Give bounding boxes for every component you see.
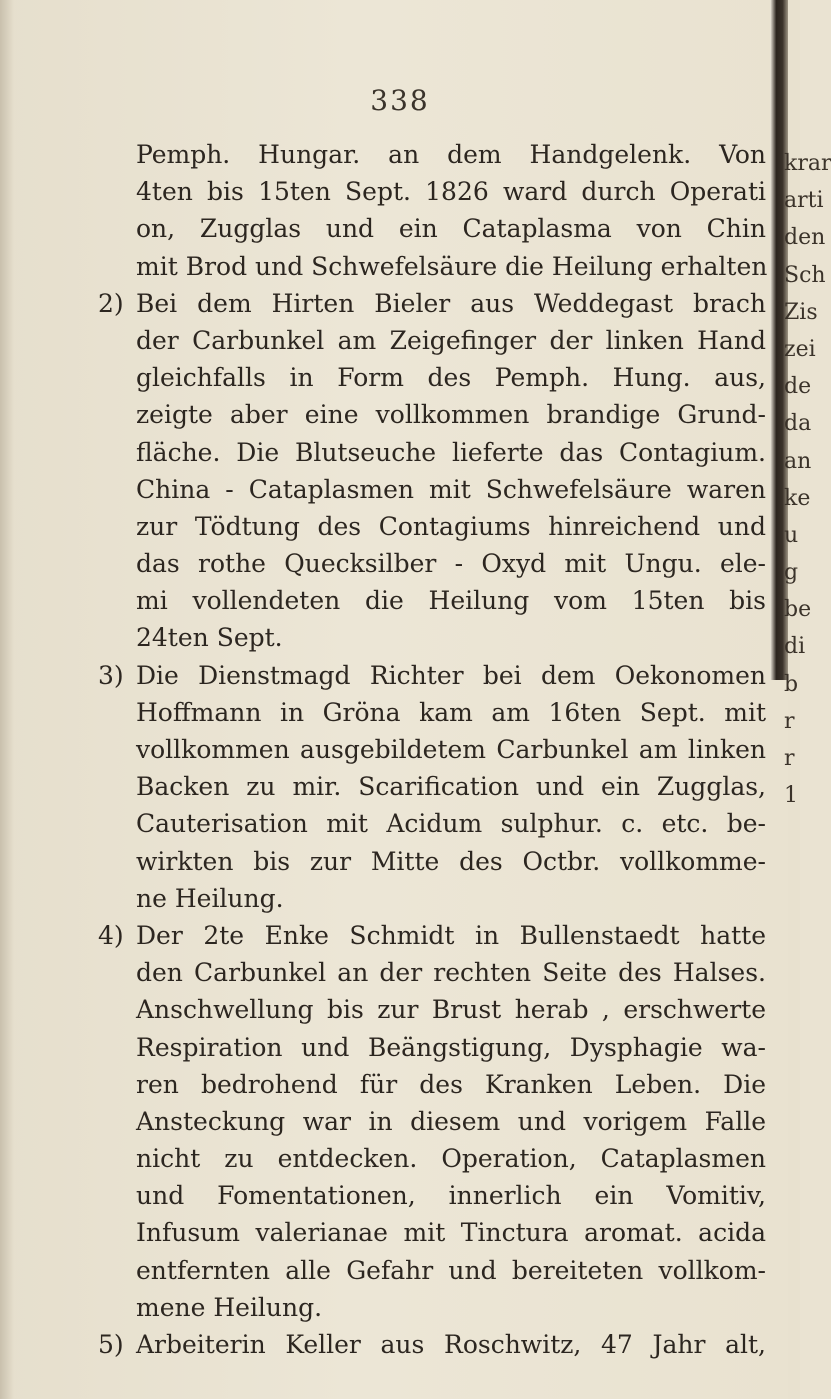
text-line: mene Heilung. — [136, 1292, 323, 1322]
fragment: di — [784, 634, 806, 660]
text-line: Respiration und Beängstigung, Dysphagie wa- — [136, 1032, 766, 1062]
text-line: Der 2te Enke Schmidt in Bullenstaedt hatte — [136, 920, 766, 950]
text-line: vollkommen ausgebildetem Carbunkel am linken — [136, 735, 766, 764]
text-line: Cauterisation mit Acidum sulphur. c. etc. be- — [136, 809, 766, 839]
fragment: an — [784, 448, 812, 474]
fragment: arti — [784, 188, 824, 214]
fragment: zei — [784, 336, 816, 362]
text-line: fläche. Die Blutseuche lieferte das Contagium. — [136, 437, 766, 467]
text-line: nicht zu entdecken. Operation, Cataplasmen — [136, 1144, 766, 1174]
page-gutter — [0, 0, 14, 1399]
text-line: China - Cataplasmen mit Schwefelsäure waren — [136, 474, 766, 504]
text-line: 4ten bis 15ten Sept. 1826 ward durch Operati — [136, 177, 766, 207]
text-line: ren bedrohend für des Kranken Leben. Die — [136, 1069, 766, 1099]
text-line: on, Zugglas und ein Cataplasma von Chin — [136, 214, 766, 244]
text-line: mit Brod und Schwefelsäure die Heilung erhalten — [136, 251, 768, 281]
fragment: g — [784, 560, 799, 586]
list-item-2-first-line — [98, 285, 766, 322]
text-line: mi vollendeten die Heilung vom 15ten bis — [136, 586, 766, 616]
text-line: das rothe Quecksilber - Oxyd mit Ungu. ele- — [136, 549, 766, 579]
list-item-5-first-line — [98, 1326, 766, 1363]
item-number: 5) — [98, 1330, 124, 1359]
text-line: Hoffmann in Gröna kam am 16ten Sept. mit — [136, 697, 766, 727]
fragment: Sch — [784, 262, 826, 288]
text-line: zur Tödtung des Contagiums hinreichend und — [136, 511, 766, 541]
item-number: 2) — [98, 288, 124, 318]
text-line: 24ten Sept. — [136, 623, 283, 653]
fragment: Zis — [784, 299, 818, 325]
fragment: b — [784, 671, 799, 697]
text-line: ne Heilung. — [136, 883, 284, 913]
text-line: Bei dem Hirten Bieler aus Weddegast brach — [136, 288, 766, 318]
text-line: den Carbunkel an der rechten Seite des Halses. — [136, 958, 766, 988]
fragment: de — [784, 374, 812, 400]
text-line: wirkten bis zur Mitte des Octbr. vollkomme- — [136, 846, 766, 876]
text-line: der Carbunkel am Zeigefinger der linken Hand — [136, 325, 766, 355]
adjacent-page-fragments — [784, 145, 831, 814]
fragment: be — [784, 597, 812, 623]
fragment: r — [784, 746, 795, 771]
text-line: Backen zu mir. Scarification und ein Zugglas, — [136, 772, 766, 802]
text-line: und Fomentationen, innerlich ein Vomitiv, — [136, 1181, 766, 1211]
text-line: entfernten alle Gefahr und bereiteten vollkom- — [136, 1255, 766, 1285]
fragment: den — [784, 225, 826, 251]
fragment: ke — [784, 485, 811, 511]
text-line: Arbeiterin Keller aus Roschwitz, 47 Jahr alt, — [136, 1330, 766, 1359]
text-line: zeigte aber eine vollkommen brandige Grund- — [136, 400, 766, 430]
text-line: Infusum valerianae mit Tinctura aromat. acida — [136, 1218, 766, 1248]
text-line: gleichfalls in Form des Pemph. Hung. aus, — [136, 363, 766, 393]
fragment: 1 — [784, 783, 798, 809]
list-item-3-first-line — [98, 657, 766, 694]
fragment: da — [784, 411, 812, 437]
text-line: Anschwellung bis zur Brust herab , erschwerte — [136, 995, 766, 1025]
page-number: 338 — [370, 84, 430, 117]
fragment: r — [784, 708, 795, 734]
fragment: krar — [784, 151, 831, 176]
text-line: Die Dienstmagd Richter bei dem Oekonomen — [136, 660, 766, 690]
item-number: 3) — [98, 660, 124, 690]
text-line: Ansteckung war in diesem und vorigem Falle — [136, 1106, 766, 1136]
list-item-4-first-line — [98, 917, 766, 954]
body-text — [98, 136, 766, 1363]
item-number: 4) — [98, 920, 124, 950]
text-line: Pemph. Hungar. an dem Handgelenk. Von — [136, 140, 766, 169]
fragment: u — [784, 522, 799, 548]
